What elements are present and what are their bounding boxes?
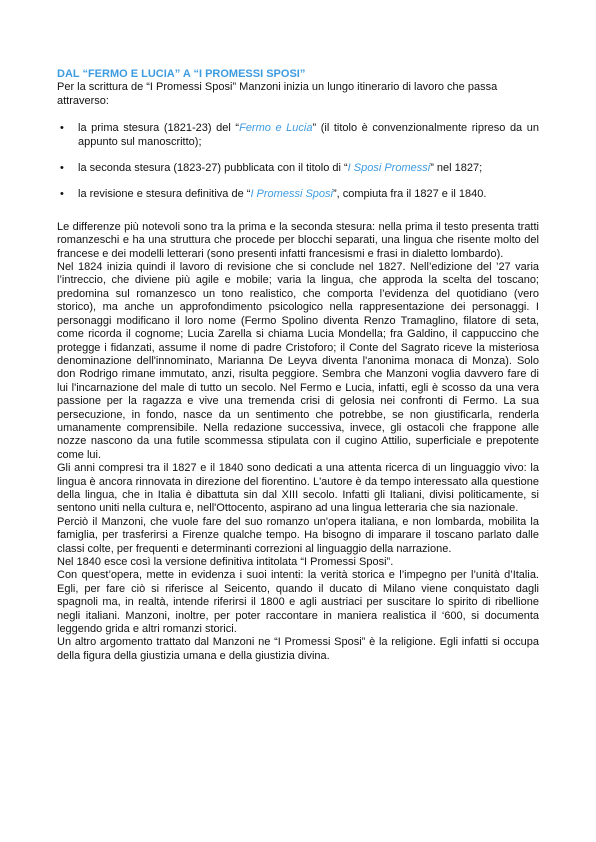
work-title: Fermo e Lucia xyxy=(239,122,313,135)
body-paragraph: Nel 1824 inizia quindi il lavoro di revisione che si conclude nel 1827. Nell’edizione del ’27 varia l’intreccio, che diviene più agile e mobile; varia la lingua, che approda la scelta del toscano; predomina sul romanzesco un tono realistico, che comporta l’evidenza del quotidiano (vero storico), ma anche un approfondimento psicologico nella rappresentazione dei personaggi. I personaggi modificano il loro nome (Fermo Spolino diventa Renzo Tramaglino, filatore di seta, come ricorda il cognome; Lucia Zarella si chiama Lucia Mondella; fra Galdino, il cappuccino che protegge i fidanzati, assume il nome di padre Cristoforo; il Conte del Sagrato riceve la misteriosa denominazione dell'innominato, Marianna De Leyva diventa l'anonima monaca di Monza). Solo don Rodrigo rimane immutato, anzi, risulta peggiore. Sembra che Manzoni voglia davvero fare di lui l'incarnazione del male di tutto un secolo. Nel Fermo e Lucia, infatti, egli è scosso da una vera passione per la ragazza e vive una tremenda crisi di gelosia nei confronti di Fermo. La sua persecuzione, in fondo, nasce da un sentimento che potrebbe, se non giustificarla, renderla umanamente comprensibile. Nella redazione successiva, invece, gli ostacoli che frappone alle nozze nascono da una futile scommessa stipulata con il cugino Attilio, superficiale e prepotente come lui. xyxy=(57,261,539,461)
intro-paragraph: Per la scrittura de “I Promessi Sposi” Manzoni inizia un lungo itinerario di lavoro che passa attraverso: xyxy=(57,81,498,107)
list-item: • la seconda stesura (1823-27) pubblicata con il titolo di “I Sposi Promessi” nel 1827; xyxy=(60,162,483,175)
body-paragraph: Le differenze più notevoli sono tra la prima e la seconda stesura: nella prima il testo presenta tratti romanzeschi e ha una struttura che procede per blocchi separati, una lingua che risente molto del francese e dei modelli letterari (sono presenti infatti francesismi e frasi in dialetto lombardo). xyxy=(57,220,539,260)
body-paragraph: Nel 1840 esce così la versione definitiva intitolata “I Promessi Sposi”. xyxy=(57,556,394,568)
body-paragraph: Con quest’opera, mette in evidenza i suoi intenti: la verità storica e l’impegno per l’unità d’Italia. Egli, per fare ciò si riferisce al Seicento, quando il ducato di Milano viene conquistato dagli spagnoli ma, in realtà, intende riferirsi il 1800 e agli austriaci per suscitare lo spirito di ribellione negli italiani. Manzoni, inoltre, per poter raccontare in maniera realistica il ‘600, si documenta leggendo grida e altri romanzi storici. xyxy=(57,569,539,636)
body-paragraph: Un altro argomento trattato dal Manzoni ne “I Promessi Sposi” è la religione. Egli infatti si occupa della figura della giustizia umana e della giustizia divina. xyxy=(57,636,539,662)
work-title: I Promessi Sposi xyxy=(250,188,333,201)
document-title: DAL “FERMO E LUCIA” A “I PROMESSI SPOSI” xyxy=(57,68,306,80)
list-item: • la revisione e stesura definitiva de “I Promessi Sposi”, compiuta fra il 1827 e il 1840. xyxy=(60,188,487,201)
body-paragraph: Perciò il Manzoni, che vuole fare del suo romanzo un'opera italiana, e non lombarda, mobilita la famiglia, per trasferirsi a Firenze qualche tempo. Ha bisogno di imparare il toscano parlato dalle classi colte, per frequenti e determinanti correzioni al linguaggio della narrazione. xyxy=(57,515,539,555)
bullet-list xyxy=(57,122,539,202)
bullet-icon: • xyxy=(60,162,64,175)
bullet-icon: • xyxy=(60,188,64,201)
document-page xyxy=(57,68,539,663)
list-item: • la prima stesura (1821-23) del “Fermo e Lucia” (il titolo è convenzionalmente ripreso da un appunto sul manoscritto); xyxy=(60,122,539,148)
bullet-icon: • xyxy=(60,122,64,135)
work-title: I Sposi Promessi xyxy=(347,162,431,175)
body-paragraph: Gli anni compresi tra il 1827 e il 1840 sono dedicati a una attenta ricerca di un linguaggio vivo: la lingua è ancora rinnovata in direzione del fiorentino. L'autore è da tempo interessato alla questione della lingua, che in Italia è dibattuta sin dal XIII secolo. Infatti gli Italiani, divisi politicamente, si sentono uniti nella cultura e, nell'Ottocento, aspirano ad una lingua letteraria che sia nazionale. xyxy=(57,462,539,515)
